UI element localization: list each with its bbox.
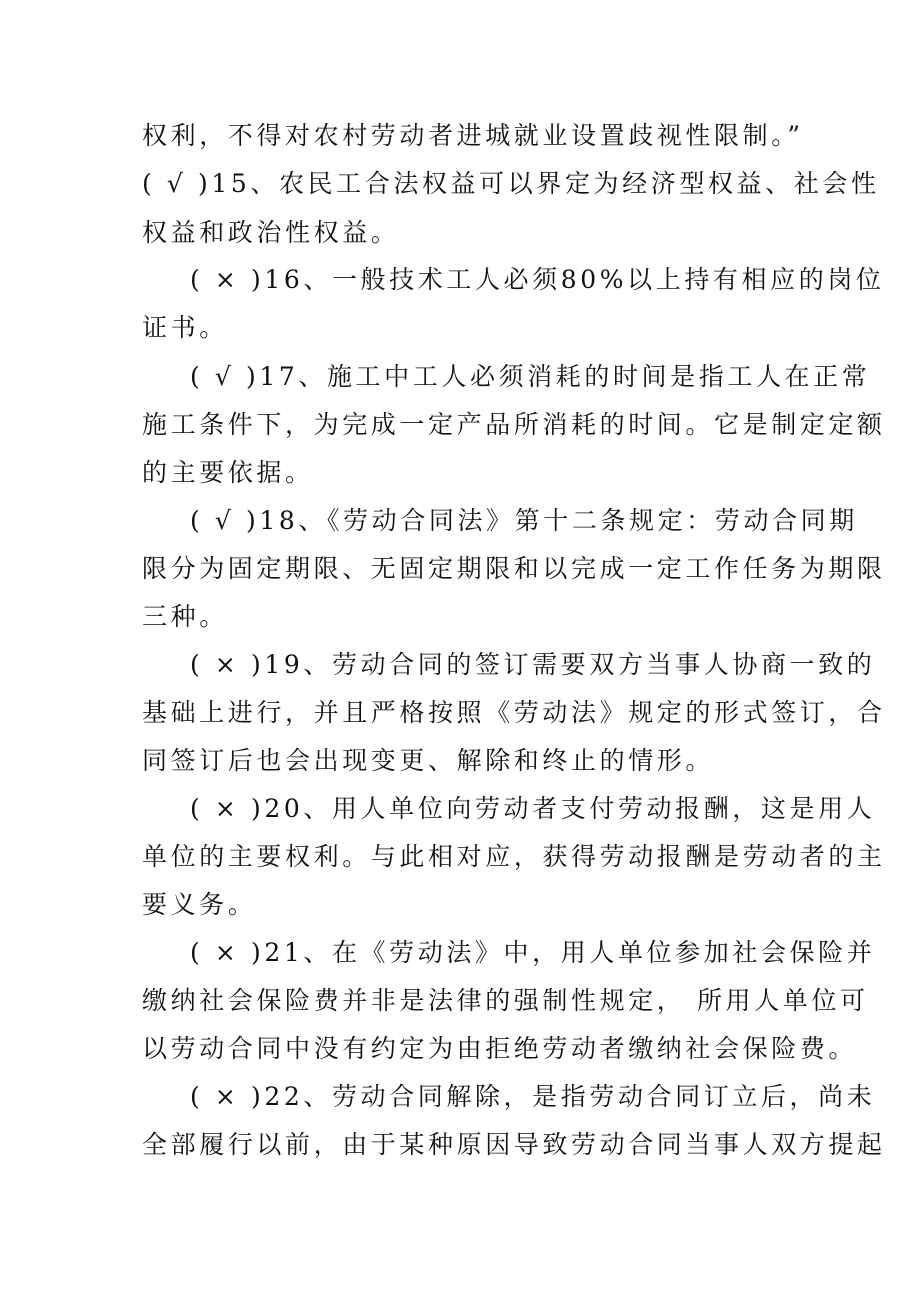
text-line-15: ( × )20、用人单位向劳动者支付劳动报酬，这是用人 [190, 794, 876, 823]
text-line-7: 施工条件下，为完成一定产品所消耗的时间。它是制定定额 [142, 410, 886, 439]
text-line-13: 基础上进行，并且严格按照《劳动法》规定的形式签订，合 [142, 698, 886, 727]
text-line-20: 以劳动合同中没有约定为由拒绝劳动者缴纳社会保险费。 [142, 1034, 858, 1063]
text-line-19: 缴纳社会保险费并非是法律的强制性规定， 所用人单位可 [142, 986, 869, 1015]
text-line-3: 权益和政治性权益。 [142, 218, 400, 247]
text-line-9: ( √ )18、《劳动合同法》第十二条规定：劳动合同期 [190, 506, 858, 535]
text-line-16: 单位的主要权利。与此相对应，获得劳动报酬是劳动者的主 [142, 842, 886, 871]
text-line-12: ( × )19、劳动合同的签订需要双方当事人协商一致的 [190, 650, 876, 679]
text-line-21: ( × )22、劳动合同解除，是指劳动合同订立后，尚未 [190, 1082, 876, 1111]
text-line-18: ( × )21、在《劳动法》中，用人单位参加社会保险并 [190, 938, 876, 967]
text-line-17: 要义务。 [142, 890, 257, 919]
text-line-8: 的主要依据。 [142, 458, 314, 487]
text-line-4: ( × )16、一般技术工人必须80%以上持有相应的岗位 [190, 265, 885, 294]
text-line-22: 全部履行以前，由于某种原因导致劳动合同当事人双方提起 [142, 1130, 886, 1159]
text-line-5: 证书。 [142, 313, 228, 342]
text-line-14: 同签订后也会出现变更、解除和终止的情形。 [142, 746, 715, 775]
text-line-10: 限分为固定期限、无固定期限和以完成一定工作任务为期限 [142, 554, 886, 583]
text-line-2: ( √ )15、农民工合法权益可以界定为经济型权益、社会性 [142, 169, 880, 198]
text-line-1: 权利，不得对农村劳动者进城就业设置歧视性限制。” [142, 121, 804, 150]
text-line-6: ( √ )17、施工中工人必须消耗的时间是指工人在正常 [190, 362, 871, 391]
text-line-11: 三种。 [142, 602, 228, 631]
